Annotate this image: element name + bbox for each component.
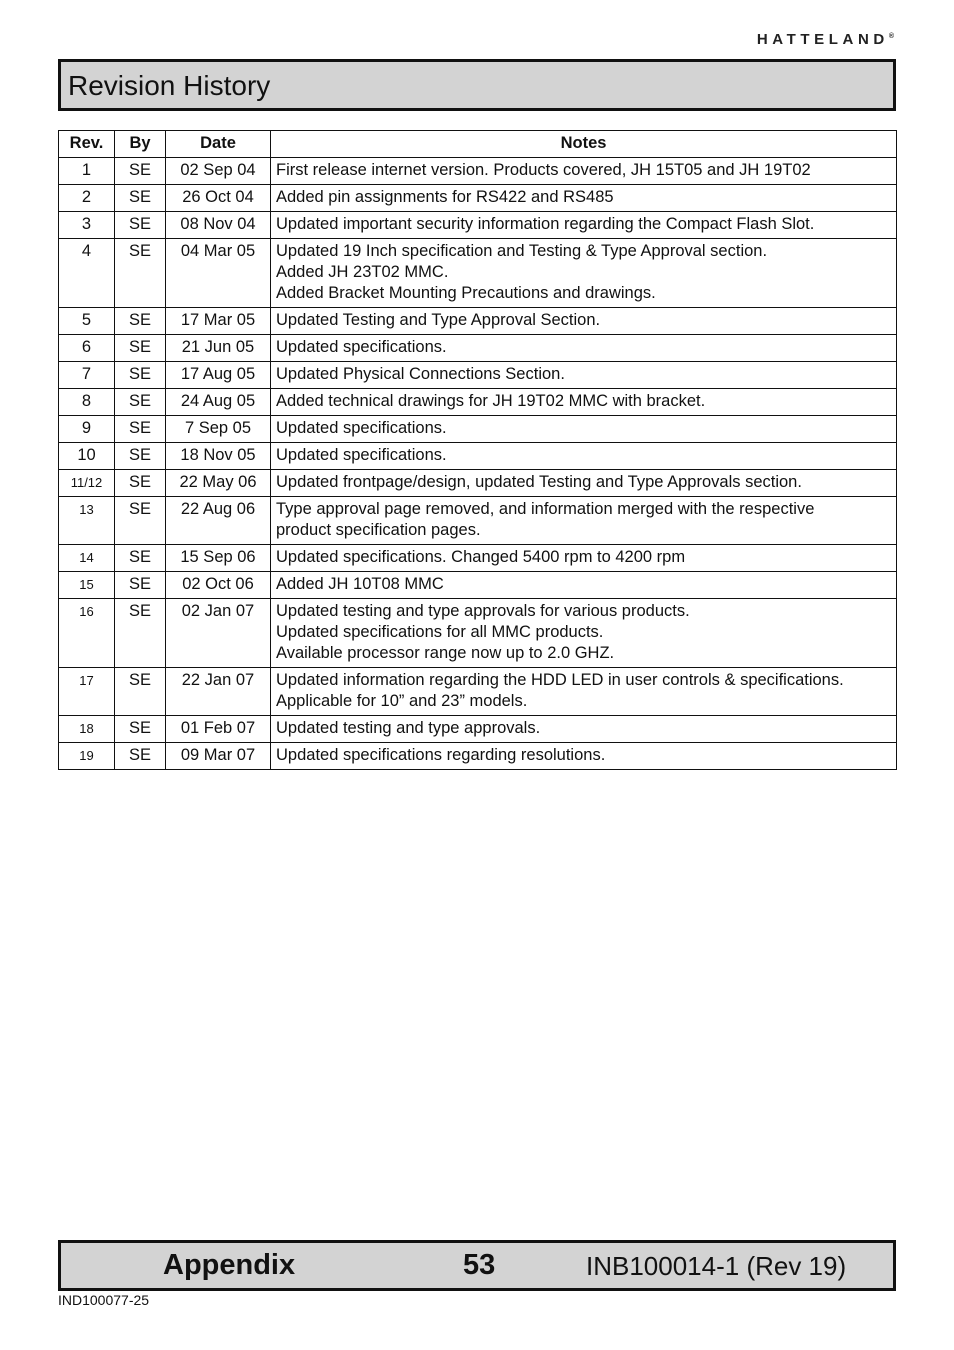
rev-cell: 7: [59, 362, 115, 389]
revision-table: [58, 130, 897, 770]
table-row: [59, 668, 897, 716]
note-line: Updated specifications. Changed 5400 rpm to 4200 rpm: [276, 548, 686, 566]
document-code: IND100077-25: [58, 1292, 150, 1308]
by-cell: SE: [115, 743, 166, 770]
hatteland-logo: [757, 31, 894, 48]
notes-cell: [271, 308, 897, 335]
note-line: Updated specifications.: [276, 419, 447, 437]
footer-bar: [58, 1240, 896, 1291]
note-line: Updated frontpage/design, updated Testing and Type Approvals section.: [276, 473, 802, 491]
notes-cell: [271, 158, 897, 185]
notes-cell: [271, 185, 897, 212]
by-cell: SE: [115, 239, 166, 308]
date-cell: 17 Aug 05: [166, 362, 271, 389]
notes-cell: [271, 572, 897, 599]
notes-cell: [271, 545, 897, 572]
by-cell: SE: [115, 599, 166, 668]
by-cell: SE: [115, 470, 166, 497]
note-line: Available processor range now up to 2.0 GHZ.: [276, 644, 615, 662]
note-line: First release internet version. Products covered, JH 15T05 and JH 19T02: [276, 161, 811, 179]
notes-cell: [271, 470, 897, 497]
table-row: [59, 185, 897, 212]
by-cell: SE: [115, 668, 166, 716]
date-cell: 02 Oct 06: [166, 572, 271, 599]
date-cell: 02 Sep 04: [166, 158, 271, 185]
rev-cell: 9: [59, 416, 115, 443]
date-cell: 09 Mar 07: [166, 743, 271, 770]
date-cell: 21 Jun 05: [166, 335, 271, 362]
rev-cell: 14: [59, 545, 115, 572]
rev-cell: 5: [59, 308, 115, 335]
by-cell: SE: [115, 545, 166, 572]
by-cell: SE: [115, 716, 166, 743]
notes-cell: [271, 389, 897, 416]
date-cell: 24 Aug 05: [166, 389, 271, 416]
column-header-rev: Rev.: [59, 131, 115, 158]
date-cell: 02 Jan 07: [166, 599, 271, 668]
table-row: [59, 443, 897, 470]
note-line: Updated specifications.: [276, 338, 447, 356]
rev-cell: 19: [59, 743, 115, 770]
rev-cell: 15: [59, 572, 115, 599]
note-line: Added technical drawings for JH 19T02 MMC with bracket.: [276, 392, 706, 410]
by-cell: SE: [115, 212, 166, 239]
date-cell: 26 Oct 04: [166, 185, 271, 212]
date-cell: 22 Aug 06: [166, 497, 271, 545]
note-line: Updated specifications regarding resolutions.: [276, 746, 606, 764]
note-line: Updated Testing and Type Approval Section.: [276, 311, 601, 329]
notes-cell: [271, 443, 897, 470]
rev-cell: 6: [59, 335, 115, 362]
rev-cell: 10: [59, 443, 115, 470]
note-line: Type approval page removed, and information merged with the respective: [276, 500, 815, 518]
note-line: Added JH 23T02 MMC.: [276, 263, 449, 281]
by-cell: SE: [115, 308, 166, 335]
by-cell: SE: [115, 158, 166, 185]
table-row: [59, 362, 897, 389]
table-row: [59, 308, 897, 335]
note-line: Added pin assignments for RS422 and RS485: [276, 188, 614, 206]
footer-section-title: Appendix: [163, 1249, 296, 1281]
note-line: Updated important security information regarding the Compact Flash Slot.: [276, 215, 815, 233]
date-cell: 7 Sep 05: [166, 416, 271, 443]
date-cell: 17 Mar 05: [166, 308, 271, 335]
rev-cell: 2: [59, 185, 115, 212]
notes-cell: [271, 212, 897, 239]
note-line: Updated Physical Connections Section.: [276, 365, 565, 383]
note-line: Updated 19 Inch specification and Testing & Type Approval section.: [276, 242, 768, 260]
table-row: [59, 335, 897, 362]
table-row: [59, 497, 897, 545]
notes-cell: [271, 743, 897, 770]
notes-cell: [271, 362, 897, 389]
revision-table-body: [59, 158, 897, 770]
table-row: [59, 416, 897, 443]
notes-cell: [271, 716, 897, 743]
table-row: [59, 239, 897, 308]
column-header-notes: Notes: [271, 131, 897, 158]
note-line: Updated information regarding the HDD LED in user controls & specifications.: [276, 671, 844, 689]
note-line: Updated specifications.: [276, 446, 447, 464]
notes-cell: [271, 668, 897, 716]
table-row: [59, 716, 897, 743]
column-header-by: By: [115, 131, 166, 158]
date-cell: 22 Jan 07: [166, 668, 271, 716]
notes-cell: [271, 239, 897, 308]
note-line: Added Bracket Mounting Precautions and drawings.: [276, 284, 656, 302]
by-cell: SE: [115, 362, 166, 389]
by-cell: SE: [115, 572, 166, 599]
date-cell: 18 Nov 05: [166, 443, 271, 470]
registered-mark: ®: [888, 33, 894, 40]
table-row: [59, 572, 897, 599]
table-row: [59, 212, 897, 239]
by-cell: SE: [115, 335, 166, 362]
note-line: Updated testing and type approvals.: [276, 719, 541, 737]
rev-cell: 3: [59, 212, 115, 239]
note-line: Applicable for 10” and 23” models.: [276, 692, 528, 710]
table-row: [59, 158, 897, 185]
logo-text: HATTELAND: [756, 31, 889, 48]
notes-cell: [271, 497, 897, 545]
column-header-date: Date: [166, 131, 271, 158]
by-cell: SE: [115, 497, 166, 545]
rev-cell: 4: [59, 239, 115, 308]
table-row: [59, 599, 897, 668]
document-id: INB100014-1 (Rev 19): [586, 1251, 847, 1281]
rev-cell: 16: [59, 599, 115, 668]
table-header-row: [59, 131, 897, 158]
table-row: [59, 470, 897, 497]
date-cell: 01 Feb 07: [166, 716, 271, 743]
page-number: 53: [463, 1249, 496, 1281]
notes-cell: [271, 599, 897, 668]
table-row: [59, 545, 897, 572]
date-cell: 04 Mar 05: [166, 239, 271, 308]
table-row: [59, 389, 897, 416]
rev-cell: 17: [59, 668, 115, 716]
title-bar: [58, 59, 896, 111]
date-cell: 08 Nov 04: [166, 212, 271, 239]
note-line: Updated specifications for all MMC products.: [276, 623, 604, 641]
rev-cell: 18: [59, 716, 115, 743]
by-cell: SE: [115, 416, 166, 443]
page-title: Revision History: [68, 70, 271, 101]
date-cell: 22 May 06: [166, 470, 271, 497]
note-line: product specification pages.: [276, 521, 481, 539]
by-cell: SE: [115, 185, 166, 212]
rev-cell: 13: [59, 497, 115, 545]
by-cell: SE: [115, 443, 166, 470]
note-line: Added JH 10T08 MMC: [276, 575, 444, 593]
rev-cell: 1: [59, 158, 115, 185]
rev-cell: 8: [59, 389, 115, 416]
rev-cell: 11/12: [59, 470, 115, 497]
note-line: Updated testing and type approvals for various products.: [276, 602, 690, 620]
date-cell: 15 Sep 06: [166, 545, 271, 572]
notes-cell: [271, 416, 897, 443]
by-cell: SE: [115, 389, 166, 416]
table-row: [59, 743, 897, 770]
notes-cell: [271, 335, 897, 362]
